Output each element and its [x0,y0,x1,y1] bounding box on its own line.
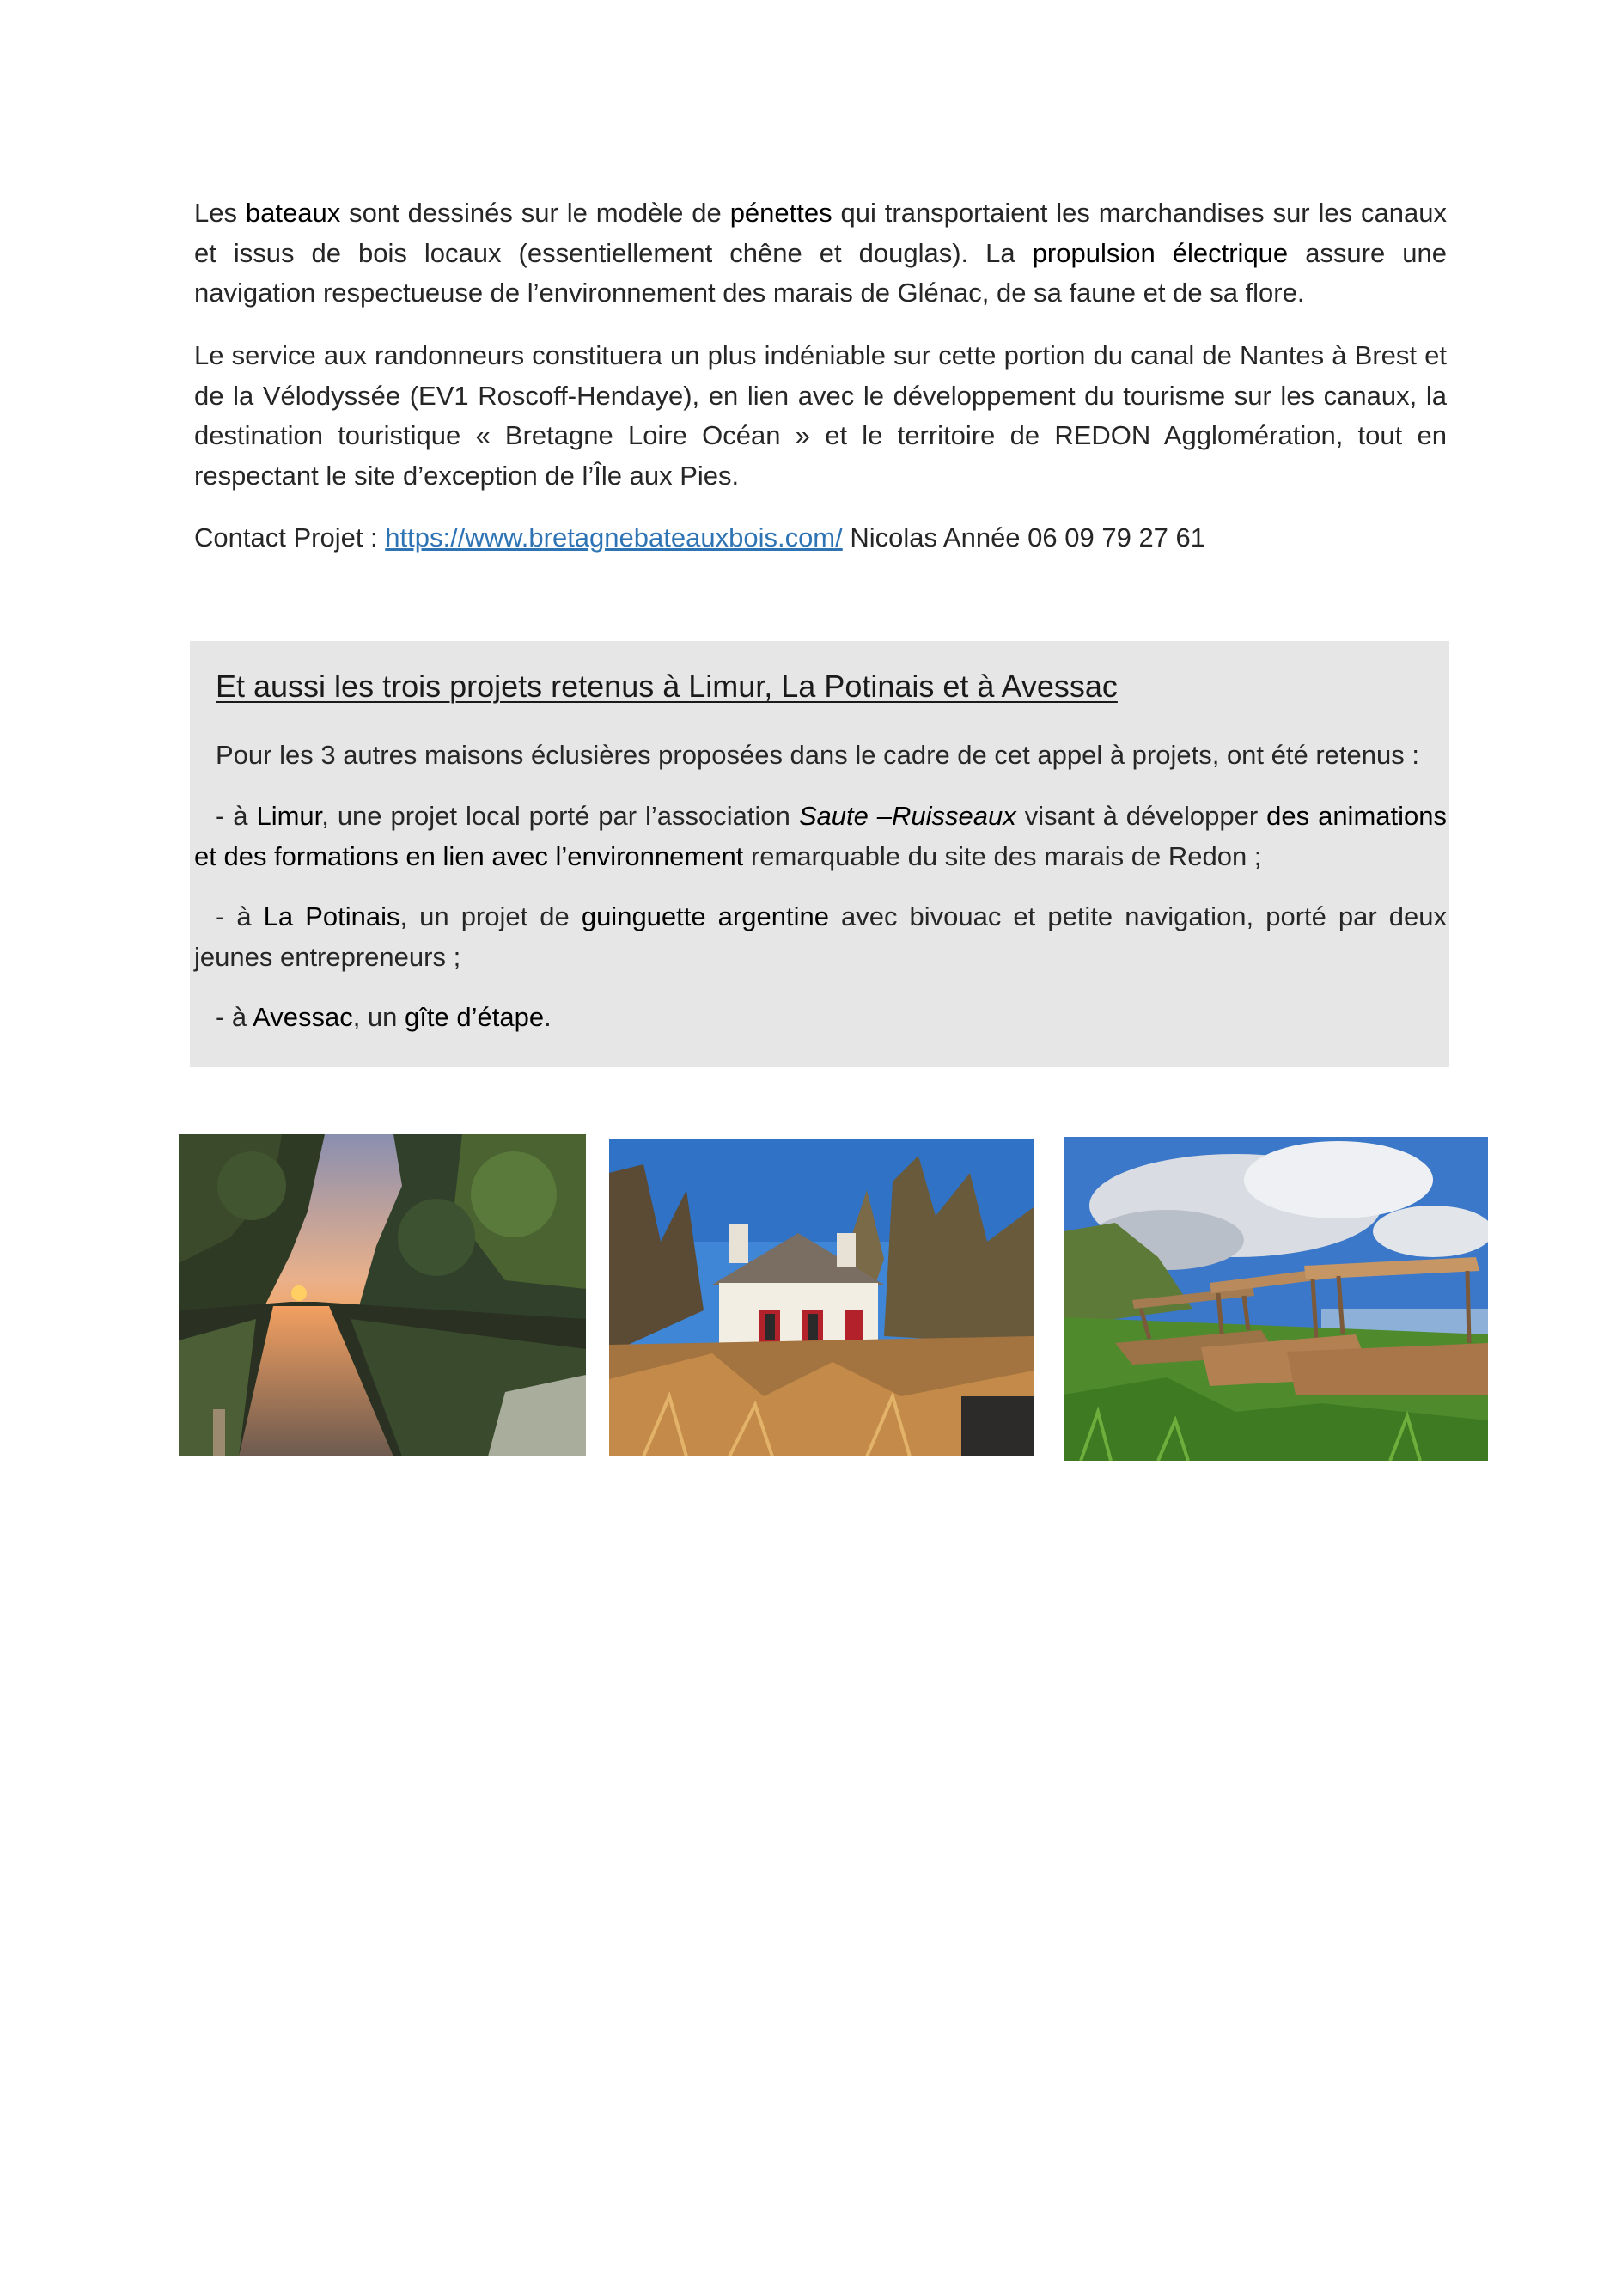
text-run: - à [216,901,264,931]
canal-sunset-image [179,1134,586,1456]
bold-run: bateaux [245,198,341,228]
bold-run: Limur [256,801,322,831]
text-run: assure une navigation respectueuse de l’environnement des marais de Glénac, de sa faune et de sa flore. [194,237,1447,308]
project-avessac [194,998,1447,1038]
text-run: , un projet de [399,901,582,931]
contact-label: Contact Projet : [194,522,386,553]
text-run: sont dessinés sur le modèle de [340,198,730,228]
other-projects-box [190,641,1449,1067]
text-run: , un [352,1002,406,1032]
text-run: avec bivouac et petite navigation, porté par deux jeunes entrepreneurs ; [194,901,1447,972]
box-title: Et aussi les trois projets retenus à Limur, La Potinais et à Avessac [216,669,1118,704]
bold-run: propulsion électrique [1032,237,1289,268]
lock-house-image [609,1139,1034,1456]
text-run: visant à développer [1015,801,1267,831]
paragraph-hikers-service: Le service aux randonneurs constituera un plus indéniable sur cette portion du canal de Nantes à Brest et de la Vélodyssée (EV1 Roscoff-Hendaye), en lien avec le développement du tourisme sur les canaux, la destination touristique « Bretagne Loire Océan » et le territoire de REDON Agglomération, tout en respectant le site d’exception de l’Île aux Pies. [194,340,1447,491]
text-run: - à [216,1002,253,1032]
project-limur [194,797,1447,876]
bold-run: guinguette argentine [581,901,829,931]
text-run: . [544,1002,552,1032]
wooden-boats-photo [1064,1137,1488,1461]
project-website-link[interactable]: https://www.bretagnebateauxbois.com/ [385,522,843,553]
bold-run: La Potinais [263,901,400,931]
text-run: Les [194,198,246,228]
bold-run: des animations et des formations en lien avec l’environnement [194,801,1447,871]
canal-sunset-photo [179,1134,586,1456]
bold-run: Avessac [253,1002,353,1032]
paragraph-boats [194,193,1447,314]
box-intro: Pour les 3 autres maisons éclusières proposées dans le cadre de cet appel à projets, ont été retenus : [216,740,1419,770]
text-run: , une projet local porté par l’association [321,801,799,831]
text-run: - à [216,801,257,831]
text-run: remarquable du site des marais de Redon ; [743,840,1262,871]
project-la-potinais [194,897,1447,977]
contact-line [194,518,1447,559]
bold-run: pénettes [729,198,832,228]
contact-person: Nicolas Année 06 09 79 27 61 [842,522,1206,553]
lock-house-photo [609,1139,1034,1456]
bold-run: gîte d’étape [405,1002,545,1032]
italic-bold-run: Saute –Ruisseaux [798,801,1016,831]
wooden-boats-image [1064,1137,1488,1461]
text-run: qui transportaient les marchandises sur les canaux et issus de bois locaux (essentiellement chêne et douglas). La [194,198,1447,268]
